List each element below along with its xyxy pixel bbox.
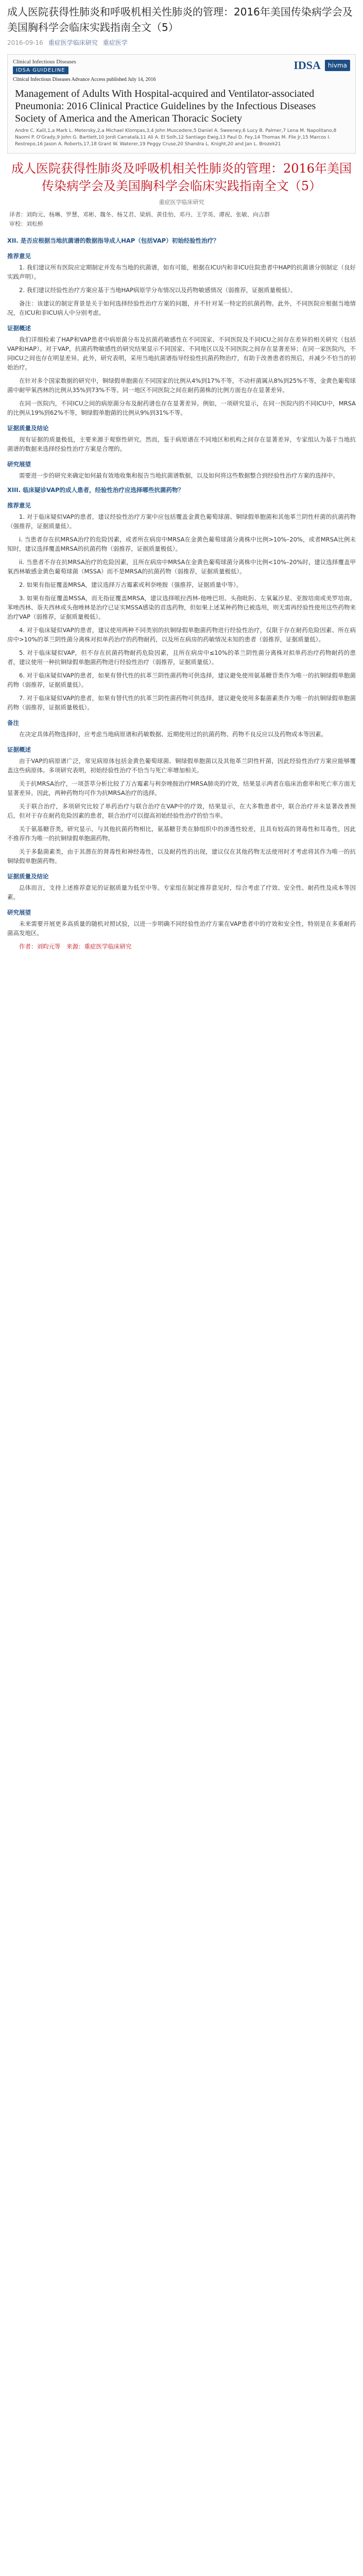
paragraph: 现有证据的质量极低，主要来源于观察性研究。然而，鉴于病原谱在不同地区和机构之间存在显著差异，专家组认为基于当地抗菌谱的数据来选择经验性治疗方案是合理的。 [7, 436, 356, 452]
paragraph: 6. 对于临床疑似VAP的患者，如果有替代性的抗革兰阴性菌药物可供选择，建议避免使用氨基糖苷类作为唯一的抗铜绿假单胞菌药物（弱推荐，证据质量低）。 [7, 672, 356, 688]
paragraph: 由于VAP的病原谱广泛，常见病原体包括金黄色葡萄球菌、铜绿假单胞菌以及其他革兰阴性杆菌，因此经验性治疗方案应能够覆盖这些病原体。多项研究表明，初始经验性治疗不恰当与死亡率增加相关。 [7, 757, 356, 774]
subsection-heading: 证据概述 [7, 746, 31, 753]
journal-block [13, 59, 155, 82]
paper-header-image [7, 54, 356, 154]
paper-title: Management of Adults With Hospital-acquired and Ventilator-associated Pneumonia: 2016 Clinical Practice Guidelines by the Infectious Diseases Society of America and the American Thoracic Society [15, 88, 316, 124]
paragraph: 关于联合治疗，多项研究比较了单药治疗与联合治疗在VAP中的疗效，结果显示，在大多数患者中，联合治疗并未显著改善预后，但对于存在耐药危险因素的患者，联合治疗可以提高初始经验性治疗的恰当率。 [7, 803, 356, 819]
paragraph: 关于抗MRSA治疗，一项荟萃分析比较了万古霉素与利奈唑胺治疗MRSA肺炎的疗效，结果显示两者在临床治愈率和死亡率方面无显著差异。因此，两种药物均可作为抗MRSA治疗的选择。 [7, 780, 356, 796]
article-content [7, 236, 356, 951]
subsection-heading: 研究展望 [7, 461, 31, 468]
guideline-badge: IDSA GUIDELINE [13, 66, 68, 74]
paragraph: 我们详细检索了HAP和VAP患者中病原菌分布及抗菌药敏感性在不同国家、不同医院及不同ICU之间存在差异的相关研究（包括VAP和HAP）。对于VAP，抗菌药物敏感性的研究结果显示不同国家、不同地区以及不同医院之间存在显著差异；在同一家医院内，不同ICU之间也存在明显差异。此外，研究表明，采用当地抗菌谱指导经验性抗菌药物治疗，有助于改善患者的预后，并减少不恰当的初始治疗。 [7, 336, 356, 371]
paragraph: 3. 如果有指征覆盖MSSA，而无指征覆盖MRSA，建议选择哌拉西林-他唑巴坦、头孢吡肟、左氧氟沙星、亚胺培南或美罗培南。苯唑西林、萘夫西林或头孢唑林是治疗已证实MSSA感染的首选药物，但如果上述某种药物已被选用，则无需再经验性使用这些药物来治疗VAP（弱推荐，证据质量极低）。 [7, 595, 356, 620]
translators: 译者：刘昀元、杨琳、罗慧、邓彬、魏冬、杨艾君、梁炳、黄佳怡、邓丹、王学英、谭祝、张敏、向吉群 审校：刘松桥 [9, 211, 270, 227]
chinese-subtitle: 重症医学临床研究 [159, 199, 204, 206]
subsection-heading: 研究展望 [7, 909, 31, 916]
source-link[interactable]: 重症医学临床研究 [48, 39, 98, 46]
article-title: 成人医院获得性肺炎和呼吸机相关性肺炎的管理：2016年美国传染病学会及美国胸科学会临床实践指南全文（5） [7, 6, 353, 33]
subsection-heading: 证据概述 [7, 325, 31, 332]
article-meta [7, 38, 356, 47]
section-heading: XIII. 临床疑诊VAP的成人患者，经验性治疗应选择哪些抗菌药物？ [7, 486, 184, 494]
section-heading: XII. 是否应根据当地抗菌谱的数据指导成人HAP（包括VAP）初始经验性治疗？ [7, 237, 219, 244]
paragraph: 关于多黏菌素类，由于其潜在的肾毒性和神经毒性，以及耐药性的出现，建议仅在其他药物无法使用时才考虑将其作为唯一的抗铜绿假单胞菌药物。 [7, 848, 356, 865]
advance-access-line: Clinical Infectious Diseases Advance Access published July 14, 2016 [13, 77, 156, 82]
subsection-heading: 证据质量及结论 [7, 425, 49, 432]
subsection-heading: 备注 [7, 719, 19, 726]
paragraph: 在针对多个国家数据的研究中，铜绿假单胞菌在不同国家的比例从4%到17%不等，不动杆菌属从8%到25%不等，金黄色葡萄球菌中耐甲氧西林的比例从35%到73%不等。同一地区不同医院之间在耐药菌株的比例方面也存在显著差异。 [7, 377, 356, 394]
paragraph: 2. 如果有指征覆盖MRSA，建议选择万古霉素或利奈唑胺（强推荐，证据质量中等）。 [19, 581, 243, 588]
subsection-heading: 证据质量及结论 [7, 873, 49, 880]
paragraph: ii. 当患者不存在抗MRSA治疗的危险因素，且所在病房中MRSA在金黄色葡萄球菌分离株中比例<10%–20%时，建议选择覆盖甲氧西林敏感金黄色葡萄球菌（MSSA）而不是MRSA的抗菌药物（弱推荐，证据质量极低）。 [7, 558, 356, 575]
article-page [0, 4, 363, 976]
paper-authors: Andre C. Kalil,1,a Mark L. Metersky,2,a Michael Klompas,3,4 John Muscedere,5 Daniel A. Sweeney,6 Lucy B. Palmer,7 Lena M. Napolitano,8 Naomi P. O'Grady,9 John G. Bartlett,10 Jordi Carratalà,11 Ali A. El Solh,12 Santiago Ewig,13 Paul D. Fey,14 Thomas M. File Jr,15 Marcos I. Restrepo,16 Jason A. Roberts,17,18 Grant W. Waterer,19 Peggy Cruse,20 Shandra L. Knight,20 and Jan L. Brozek21 [15, 128, 337, 147]
paragraph: i. 当患者存在抗MRSA治疗的危险因素，或者所在病房中MRSA在金黄色葡萄球菌分离株中比例>10%–20%，或者MRSA比例未知时，建议选择覆盖MRSA的抗菌药物（弱推荐，证据质量极低）。 [7, 536, 356, 552]
journal-name: Clinical Infectious Diseases [13, 59, 76, 65]
paragraph: 关于氨基糖苷类，研究显示，与其他抗菌药物相比，氨基糖苷类在肺组织中的渗透性较差，且具有较高的肾毒性和耳毒性，因此不推荐作为唯一的抗铜绿假单胞菌药物。 [7, 825, 356, 842]
paragraph: 备注：该建议的制定背景是关于如何选择经验性治疗方案的问题，并不针对某一特定的抗菌药物。此外，不同医院应根据当地情况，在ICU和非ICU病人中分别考虑。 [7, 300, 356, 316]
paragraph: 总体而言，支持上述推荐意见的证据质量为低至中等。专家组在制定推荐意见时，综合考虑了疗效、安全性、耐药性及成本等因素。 [7, 884, 356, 901]
paragraph: 2. 我们建议经验性治疗方案应基于当地HAP病原学分布情况以及药物敏感情况（弱推荐，证据质量极低）。 [19, 286, 297, 294]
paragraph: 1. 我们建议所有医院应定期制定并发布当地的抗菌谱，如有可能，根据在ICU内和非ICU住院患者中HAP的抗菌谱分别制定（良好实践声明）。 [7, 264, 356, 280]
hivma-logo: hivma [325, 60, 350, 71]
paragraph: 4. 对于临床疑似VAP的患者，建议使用两种不同类别的抗铜绿假单胞菌药物进行经验性治疗，仅限于存在耐药危险因素、所在病房中>10%的革兰阴性菌分离株对拟单药治疗的药物耐药，以及所在病房的药敏情况未知的患者（弱推荐，证据质量低）。 [7, 626, 356, 643]
chinese-title: 成人医院获得性肺炎及呼吸机相关性肺炎的管理：2016年美国传染病学会及美国胸科学会临床实践指南全文（5） [11, 161, 352, 193]
publish-date: 2016-09-16 [7, 39, 43, 46]
paragraph: 需要进一步的研究来确定如何最有效地收集和报告当地抗菌谱数据，以及如何将这些数据整合到经验性治疗方案的选择中。 [19, 472, 339, 479]
subsection-heading: 推荐意见 [7, 502, 31, 509]
subsection-heading: 推荐意见 [7, 252, 31, 260]
paragraph: 在决定具体药物选择时，应考虑当地病原谱和药敏数据、近期使用过的抗菌药物、药物不良反应以及药物成本等因素。 [19, 731, 327, 738]
paragraph: 未来需要开展更多高质量的随机对照试验，以进一步明确不同经验性治疗方案在VAP患者中的疗效和安全性，特别是在多重耐药菌高发地区。 [7, 920, 356, 937]
author-link[interactable]: 重症医学 [102, 39, 128, 46]
paragraph: 在同一医院内，不同ICU之间的病原菌分布及耐药谱也存在显著差异。例如，一项研究显示，在同一医院内的不同ICU中，MRSA的比例从19%到62%不等，铜绿假单胞菌的比例从9%到31%不等。 [7, 400, 356, 416]
paper-header-top [8, 55, 355, 86]
paragraph: 7. 对于临床疑似VAP的患者，如果有替代性的抗革兰阴性菌药物可供选择，建议避免使用多黏菌素类作为唯一的抗铜绿假单胞菌药物（弱推荐，证据质量极低）。 [7, 694, 356, 711]
paragraph: 作者：刘昀元等 来源：重症医学临床研究 [19, 943, 132, 950]
paragraph: 5. 对于临床疑似VAP，但不存在抗菌药物耐药危险因素，且所在病房中≤10%的革兰阴性菌分离株对拟单药治疗药物耐药的患者，建议使用一种抗铜绿假单胞菌药物进行经验性治疗（弱推荐，证据质量低）。 [7, 649, 356, 666]
logos [293, 59, 350, 72]
paragraph: 1. 对于临床疑似VAP的患者，建议经验性治疗方案中应包括覆盖金黄色葡萄球菌、铜绿假单胞菌和其他革兰阴性杆菌的抗菌药物（强推荐，证据质量低）。 [7, 513, 356, 530]
idsa-logo: IDSA [293, 59, 321, 72]
footer-space [0, 955, 363, 976]
